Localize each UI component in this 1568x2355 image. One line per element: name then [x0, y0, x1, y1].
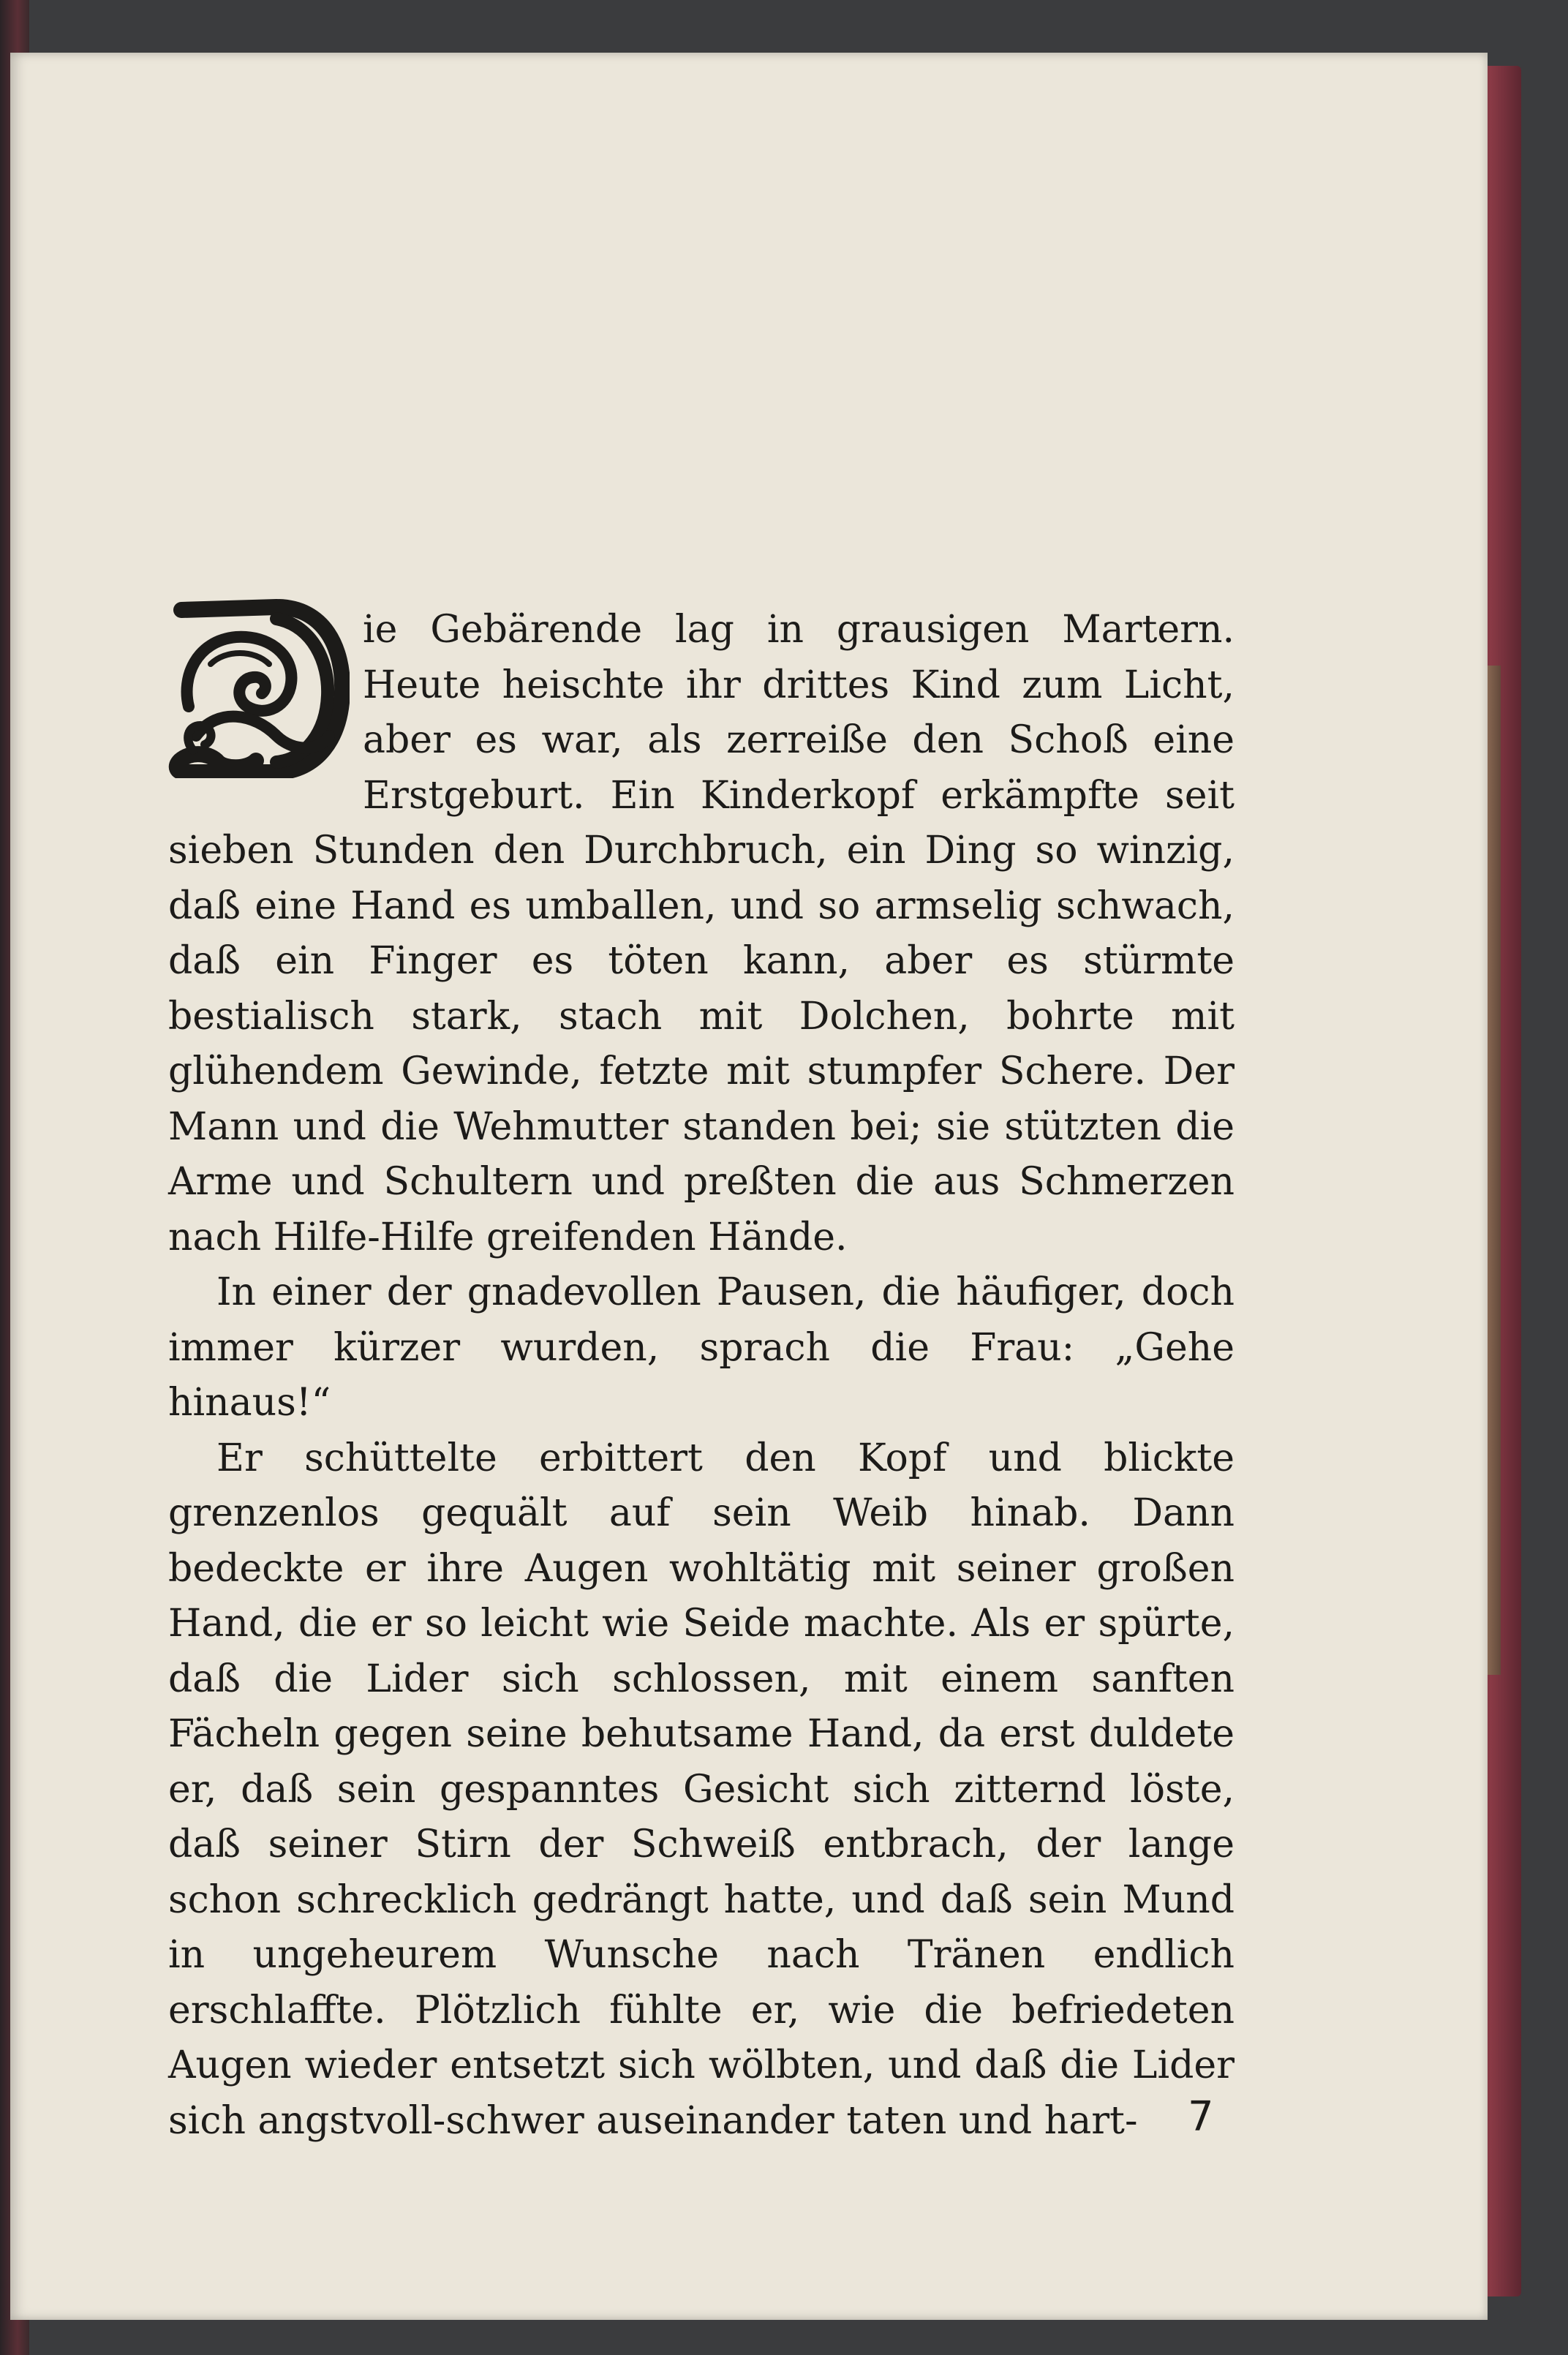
ornamental-drop-cap-d-icon — [167, 597, 350, 778]
paragraph-1: ie Gebärende lag in grausigen Martern. Heute heischte ihr drittes Kind zum Licht, aber es war, als zerreiße den Schoß eine Erstgeburt. Ein Kinderkopf erkämpfte seit sieben Stunden den Durchbruch, ein Ding so winzig, daß eine Hand es umballen, und so armselig schwach, daß ein Finger es töten kann, aber es stürmte bestialisch stark, stach mit Dolchen, bohrte mit glühendem Gewinde, fetzte mit stumpfer Schere. Der Mann und die Wehmutter standen bei; sie stützten die Arme und Schultern und preßten die aus Schmerzen nach Hilfe-Hilfe greifenden Hände. — [168, 608, 1235, 1259]
paragraph-2: In einer der gnadevollen Pausen, die häufiger, doch immer kürzer wurden, sprach die Frau: „Gehe hinaus!“ — [168, 1270, 1235, 1425]
body-text — [168, 603, 1235, 2149]
page-number: 7 — [1188, 2093, 1214, 2141]
paragraph-3: Er schüttelte erbittert den Kopf und blickte grenzenlos gequält auf sein Weib hinab. Dann bedeckte er ihre Augen wohltätig mit seiner großen Hand, die er so leicht wie Seide machte. Als er spürte, daß die Lider sich schlossen, mit einem sanften Fächeln gegen seine behutsame Hand, da erst duldete er, daß sein gespanntes Gesicht sich zitternd löste, daß seiner Stirn der Schweiß entbrach, der lange schon schrecklich gedrängt hatte, und daß sein Mund in ungeheurem Wunsche nach Tränen endlich erschlaffte. Plötzlich fühlte er, wie die befriedeten Augen wieder entsetzt sich wölbten, und daß die Lider sich angstvoll-schwer auseinander taten und hart- — [168, 1436, 1235, 2143]
book-page — [10, 53, 1488, 2320]
